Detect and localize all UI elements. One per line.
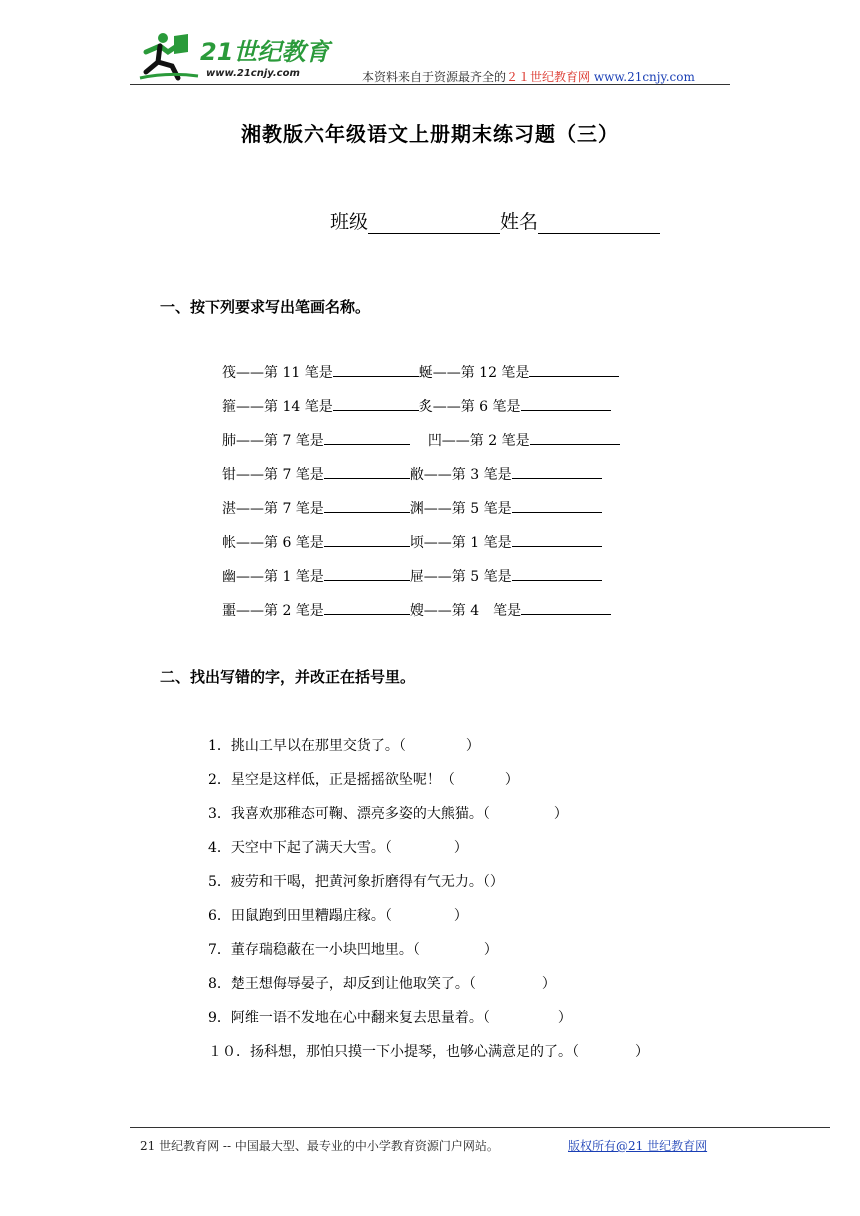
question-item <box>208 871 504 891</box>
stroke-prompt: 敝——第 3 笔是 <box>409 467 512 483</box>
answer-blank[interactable] <box>512 498 602 513</box>
stroke-prompt: 凹——第 2 笔是 <box>427 433 530 449</box>
question-number: 3． <box>208 806 231 822</box>
question-number: １０． <box>208 1044 250 1060</box>
header-note <box>362 68 695 85</box>
student-info <box>330 207 660 234</box>
paren-close: ） <box>489 874 504 890</box>
stroke-prompt: 炙——第 6 笔是 <box>418 399 521 415</box>
question-text: 楚王想侮辱晏子，却反到让他取笑了。（ <box>230 976 476 992</box>
question-number: 5． <box>208 874 231 890</box>
answer-blank[interactable] <box>324 566 410 581</box>
stroke-prompt: 噩——第 2 笔是 <box>222 603 324 619</box>
header-note-prefix: 本资料来自于资源最齐全的 <box>362 70 507 84</box>
question-text: 董存瑞稳蔽在一小块凹地里。（ <box>230 942 420 958</box>
question-text: 天空中下起了满天大雪。（ <box>230 840 392 856</box>
stroke-row <box>222 396 611 416</box>
class-blank[interactable] <box>368 213 500 234</box>
stroke-row <box>222 464 602 484</box>
footer-tagline: 21 世纪教育网 -- 中国最大型、最专业的中小学教育资源门户网站。 <box>140 1139 499 1153</box>
header-divider <box>130 84 730 85</box>
svg-text:www.21cnjy.com: www.21cnjy.com <box>206 68 300 79</box>
answer-blank[interactable] <box>521 396 611 411</box>
answer-blank[interactable] <box>324 430 410 445</box>
stroke-row <box>222 532 602 552</box>
section2-heading: 二、找出写错的字，并改正在括号里。 <box>160 668 416 686</box>
header-url-link[interactable]: www.21cnjy.com <box>593 70 695 84</box>
page-title: 湘教版六年级语文上册期末练习题（三） <box>241 122 619 146</box>
question-item <box>208 837 468 857</box>
paren-close: ） <box>504 772 519 788</box>
site-logo <box>138 30 338 85</box>
answer-blank[interactable] <box>324 464 410 479</box>
answer-blank[interactable] <box>324 600 410 615</box>
question-item <box>208 905 468 925</box>
name-blank[interactable] <box>538 213 660 234</box>
stroke-prompt: 箍——第 14 笔是 <box>222 399 333 415</box>
question-item <box>208 1041 649 1061</box>
question-number: 8． <box>208 976 231 992</box>
answer-blank[interactable] <box>512 532 602 547</box>
stroke-prompt: 肺——第 7 笔是 <box>222 433 324 449</box>
stroke-prompt: 幽——第 1 笔是 <box>222 569 324 585</box>
question-item <box>208 973 556 993</box>
question-text: 疲劳和干喝，把黄河象折磨得有气无力。（ <box>230 874 490 890</box>
paren-close: ） <box>553 806 568 822</box>
runner-logo-icon <box>138 30 338 85</box>
question-text: 星空是这样低，正是摇摇欲坠呢！（ <box>230 772 455 788</box>
answer-blank[interactable] <box>333 396 419 411</box>
stroke-prompt: 蜒——第 12 笔是 <box>418 365 530 381</box>
question-item <box>208 735 480 755</box>
question-item <box>208 803 568 823</box>
answer-blank[interactable] <box>521 600 611 615</box>
question-text: 扬科想，那怕只摸一下小提琴，也够心满意足的了。（ <box>250 1044 579 1060</box>
question-text: 我喜欢那稚态可鞠、漂亮多姿的大熊猫。（ <box>230 806 490 822</box>
question-item <box>208 1007 572 1027</box>
svg-text:21世纪教育: 21世纪教育 <box>200 38 330 66</box>
paren-close: ） <box>635 1044 649 1060</box>
paren-close: ） <box>453 840 468 856</box>
stroke-prompt: 屉——第 5 笔是 <box>409 569 512 585</box>
stroke-row <box>222 362 619 382</box>
footer-copyright-link[interactable]: 版权所有@21 世纪教育网 <box>568 1139 708 1153</box>
question-number: 6． <box>208 908 231 924</box>
answer-blank[interactable] <box>324 532 410 547</box>
header-site-link[interactable]: ２１世纪教育网 <box>506 70 591 84</box>
question-number: 1． <box>208 738 231 754</box>
paren-close: ） <box>557 1010 572 1026</box>
section1-heading: 一、按下列要求写出笔画名称。 <box>160 298 371 316</box>
answer-blank[interactable] <box>529 362 619 377</box>
question-number: 4． <box>208 840 231 856</box>
question-text: 田鼠跑到田里糟蹋庄稼。（ <box>230 908 392 924</box>
class-label: 班级 <box>330 211 369 233</box>
stroke-prompt: 筏——第 11 笔是 <box>222 365 333 381</box>
answer-blank[interactable] <box>324 498 410 513</box>
question-number: 2． <box>208 772 231 788</box>
paren-close: ） <box>483 942 498 958</box>
answer-blank[interactable] <box>530 430 620 445</box>
answer-blank[interactable] <box>512 566 602 581</box>
paren-close: ） <box>465 738 480 754</box>
stroke-prompt: 嫂——第 4 笔是 <box>409 603 522 619</box>
footer-divider <box>130 1127 830 1128</box>
question-item <box>208 769 519 789</box>
answer-blank[interactable] <box>333 362 419 377</box>
question-text: 挑山工早以在那里交货了。（ <box>230 738 406 754</box>
stroke-prompt: 帐——第 6 笔是 <box>222 535 324 551</box>
paren-close: ） <box>541 976 556 992</box>
stroke-prompt: 顷——第 1 笔是 <box>409 535 512 551</box>
stroke-row <box>222 600 611 620</box>
stroke-prompt: 湛——第 7 笔是 <box>222 501 324 517</box>
answer-blank[interactable] <box>512 464 602 479</box>
paren-close: ） <box>453 908 468 924</box>
question-number: 7． <box>208 942 231 958</box>
stroke-prompt: 钳——第 7 笔是 <box>222 467 324 483</box>
stroke-row <box>222 566 602 586</box>
name-label: 姓名 <box>500 211 539 233</box>
stroke-row <box>222 498 602 518</box>
stroke-prompt: 渊——第 5 笔是 <box>409 501 512 517</box>
question-text: 阿维一语不发地在心中翻来复去思量着。（ <box>230 1010 490 1026</box>
question-number: 9． <box>208 1010 231 1026</box>
stroke-row <box>222 430 620 450</box>
question-item <box>208 939 498 959</box>
